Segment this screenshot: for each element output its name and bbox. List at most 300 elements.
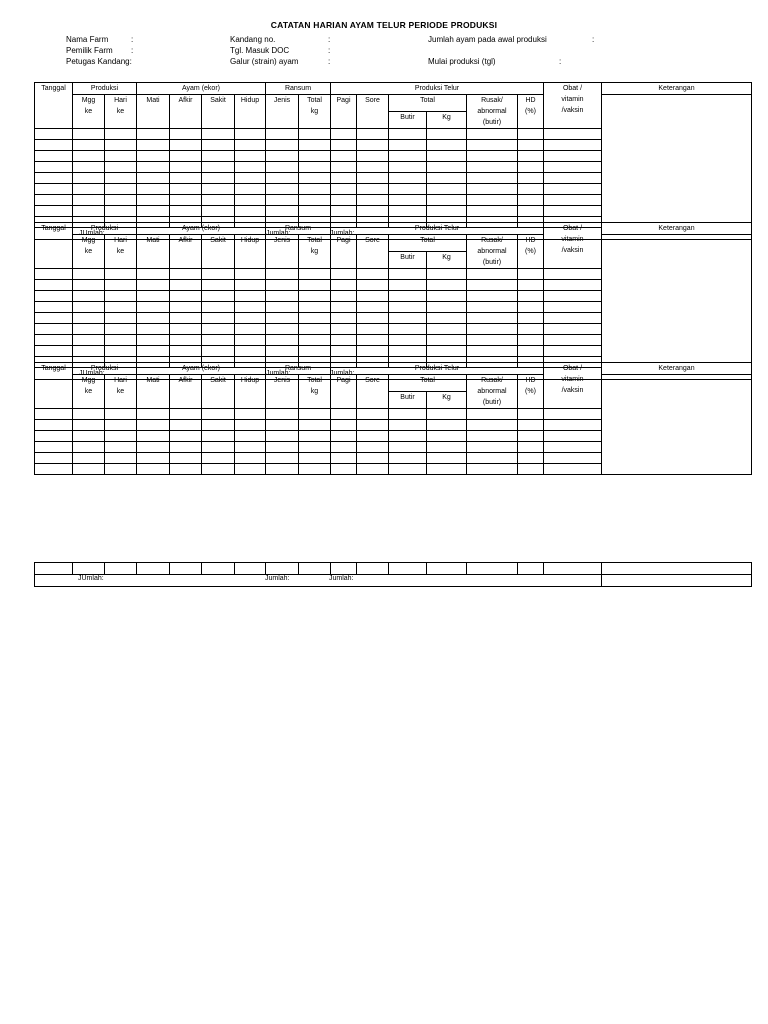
table-cell[interactable] xyxy=(170,140,202,151)
table-cell[interactable] xyxy=(170,346,202,357)
table-cell[interactable] xyxy=(467,442,518,453)
table-cell[interactable] xyxy=(331,420,357,431)
table-cell[interactable] xyxy=(266,431,299,442)
table-cell[interactable] xyxy=(518,420,544,431)
table-cell[interactable] xyxy=(467,302,518,313)
table-cell[interactable] xyxy=(35,291,73,302)
table-cell[interactable] xyxy=(202,291,235,302)
table-cell[interactable] xyxy=(389,280,427,291)
table-cell[interactable] xyxy=(299,313,331,324)
table-cell[interactable] xyxy=(331,140,357,151)
table-cell[interactable] xyxy=(467,431,518,442)
table-cell[interactable] xyxy=(170,420,202,431)
table-cell[interactable] xyxy=(518,151,544,162)
table-cell[interactable] xyxy=(331,280,357,291)
table-cell[interactable] xyxy=(170,129,202,140)
table-cell[interactable] xyxy=(518,453,544,464)
table-cell[interactable] xyxy=(266,442,299,453)
table-cell[interactable] xyxy=(544,324,602,335)
table-cell[interactable] xyxy=(357,442,389,453)
table-cell[interactable] xyxy=(427,195,467,206)
table-cell[interactable] xyxy=(357,409,389,420)
table-cell[interactable] xyxy=(202,151,235,162)
table-cell[interactable] xyxy=(202,420,235,431)
table-cell[interactable] xyxy=(73,184,105,195)
table-cell[interactable] xyxy=(357,464,389,475)
table-cell[interactable] xyxy=(73,346,105,357)
table-cell[interactable] xyxy=(170,162,202,173)
table-cell[interactable] xyxy=(427,431,467,442)
table-cell[interactable] xyxy=(202,162,235,173)
table-cell[interactable] xyxy=(427,162,467,173)
table-cell[interactable] xyxy=(35,453,73,464)
table-cell[interactable] xyxy=(235,280,266,291)
table-cell[interactable] xyxy=(467,195,518,206)
table-cell[interactable] xyxy=(35,129,73,140)
table-cell[interactable] xyxy=(202,269,235,280)
table-cell[interactable] xyxy=(266,324,299,335)
table-cell[interactable] xyxy=(467,464,518,475)
table-cell[interactable] xyxy=(35,442,73,453)
table-cell[interactable] xyxy=(235,346,266,357)
table-cell[interactable] xyxy=(202,335,235,346)
table-cell[interactable] xyxy=(105,302,137,313)
table-cell[interactable] xyxy=(266,464,299,475)
table-cell[interactable] xyxy=(105,431,137,442)
table-cell[interactable] xyxy=(357,195,389,206)
table-cell[interactable] xyxy=(518,184,544,195)
table-cell[interactable] xyxy=(235,324,266,335)
table-cell[interactable] xyxy=(170,151,202,162)
table-cell[interactable] xyxy=(137,184,170,195)
table-cell[interactable] xyxy=(35,269,73,280)
table-cell[interactable] xyxy=(137,442,170,453)
table-cell[interactable] xyxy=(467,409,518,420)
table-cell[interactable] xyxy=(467,313,518,324)
table-cell[interactable] xyxy=(299,431,331,442)
table-cell[interactable] xyxy=(266,184,299,195)
table-cell[interactable] xyxy=(35,313,73,324)
table-cell[interactable] xyxy=(105,195,137,206)
table-cell[interactable] xyxy=(427,409,467,420)
table-cell[interactable] xyxy=(137,129,170,140)
table-cell[interactable] xyxy=(544,269,602,280)
table-cell[interactable] xyxy=(170,313,202,324)
table-cell[interactable] xyxy=(427,324,467,335)
table-cell[interactable] xyxy=(427,291,467,302)
table-cell[interactable] xyxy=(467,453,518,464)
table-cell[interactable] xyxy=(137,346,170,357)
table-cell[interactable] xyxy=(299,195,331,206)
table-cell[interactable] xyxy=(299,173,331,184)
table-cell[interactable] xyxy=(170,442,202,453)
table-cell[interactable] xyxy=(518,195,544,206)
table-cell[interactable] xyxy=(518,442,544,453)
table-cell[interactable] xyxy=(266,173,299,184)
table-cell[interactable] xyxy=(544,140,602,151)
table-cell[interactable] xyxy=(299,324,331,335)
table-cell[interactable] xyxy=(202,129,235,140)
table-cell[interactable] xyxy=(299,302,331,313)
table-cell[interactable] xyxy=(35,151,73,162)
table-cell[interactable] xyxy=(427,420,467,431)
table-cell[interactable] xyxy=(331,464,357,475)
table-cell[interactable] xyxy=(518,431,544,442)
table-cell[interactable] xyxy=(357,291,389,302)
table-cell[interactable] xyxy=(331,129,357,140)
table-cell[interactable] xyxy=(544,195,602,206)
table-cell[interactable] xyxy=(202,346,235,357)
table-cell[interactable] xyxy=(137,140,170,151)
table-cell[interactable] xyxy=(544,162,602,173)
table-cell[interactable] xyxy=(266,291,299,302)
table-cell[interactable] xyxy=(235,206,266,217)
table-cell[interactable] xyxy=(202,140,235,151)
table-cell[interactable] xyxy=(202,431,235,442)
table-cell[interactable] xyxy=(73,431,105,442)
table-cell[interactable] xyxy=(357,453,389,464)
table-cell[interactable] xyxy=(518,129,544,140)
table-cell[interactable] xyxy=(73,291,105,302)
table-cell[interactable] xyxy=(518,335,544,346)
table-cell[interactable] xyxy=(202,206,235,217)
table-cell[interactable] xyxy=(389,346,427,357)
table-cell[interactable] xyxy=(202,173,235,184)
table-cell[interactable] xyxy=(357,173,389,184)
table-cell[interactable] xyxy=(518,409,544,420)
table-cell[interactable] xyxy=(427,173,467,184)
table-cell[interactable] xyxy=(35,280,73,291)
table-cell[interactable] xyxy=(170,195,202,206)
table-cell[interactable] xyxy=(518,464,544,475)
table-cell[interactable] xyxy=(518,140,544,151)
table-cell[interactable] xyxy=(331,151,357,162)
table-cell[interactable] xyxy=(544,431,602,442)
table-cell[interactable] xyxy=(105,313,137,324)
table-cell[interactable] xyxy=(73,324,105,335)
table-cell[interactable] xyxy=(35,335,73,346)
table-cell[interactable] xyxy=(202,302,235,313)
table-cell[interactable] xyxy=(235,151,266,162)
table-cell[interactable] xyxy=(35,162,73,173)
table-cell[interactable] xyxy=(266,151,299,162)
table-cell[interactable] xyxy=(389,129,427,140)
keterangan-cell[interactable] xyxy=(602,95,752,240)
table-cell[interactable] xyxy=(73,335,105,346)
table-cell[interactable] xyxy=(73,269,105,280)
table-cell[interactable] xyxy=(427,206,467,217)
table-cell[interactable] xyxy=(299,140,331,151)
table-cell[interactable] xyxy=(73,420,105,431)
table-cell[interactable] xyxy=(331,431,357,442)
table-cell[interactable] xyxy=(105,346,137,357)
table-cell[interactable] xyxy=(357,129,389,140)
table-cell[interactable] xyxy=(357,269,389,280)
table-cell[interactable] xyxy=(105,129,137,140)
table-cell[interactable] xyxy=(266,280,299,291)
table-cell[interactable] xyxy=(202,324,235,335)
table-cell[interactable] xyxy=(389,162,427,173)
table-cell[interactable] xyxy=(518,324,544,335)
table-cell[interactable] xyxy=(105,409,137,420)
table-cell[interactable] xyxy=(202,453,235,464)
table-cell[interactable] xyxy=(331,346,357,357)
table-cell[interactable] xyxy=(544,453,602,464)
table-cell[interactable] xyxy=(137,291,170,302)
table-cell[interactable] xyxy=(235,453,266,464)
table-cell[interactable] xyxy=(331,291,357,302)
table-cell[interactable] xyxy=(266,269,299,280)
table-cell[interactable] xyxy=(105,324,137,335)
table-cell[interactable] xyxy=(357,140,389,151)
table-cell[interactable] xyxy=(137,453,170,464)
table-cell[interactable] xyxy=(467,140,518,151)
table-cell[interactable] xyxy=(299,442,331,453)
table-cell[interactable] xyxy=(299,335,331,346)
table-cell[interactable] xyxy=(331,173,357,184)
table-cell[interactable] xyxy=(331,269,357,280)
table-cell[interactable] xyxy=(170,184,202,195)
table-cell[interactable] xyxy=(331,442,357,453)
table-cell[interactable] xyxy=(137,464,170,475)
table-cell[interactable] xyxy=(73,453,105,464)
table-cell[interactable] xyxy=(467,206,518,217)
table-cell[interactable] xyxy=(299,269,331,280)
table-cell[interactable] xyxy=(544,442,602,453)
table-cell[interactable] xyxy=(427,335,467,346)
table-cell[interactable] xyxy=(331,453,357,464)
keterangan-cell[interactable] xyxy=(602,235,752,380)
table-cell[interactable] xyxy=(467,324,518,335)
table-cell[interactable] xyxy=(35,302,73,313)
table-cell[interactable] xyxy=(299,129,331,140)
table-cell[interactable] xyxy=(35,206,73,217)
table-cell[interactable] xyxy=(202,313,235,324)
table-cell[interactable] xyxy=(235,291,266,302)
table-cell[interactable] xyxy=(266,140,299,151)
table-cell[interactable] xyxy=(544,302,602,313)
table-cell[interactable] xyxy=(137,409,170,420)
table-cell[interactable] xyxy=(467,420,518,431)
table-cell[interactable] xyxy=(73,464,105,475)
table-cell[interactable] xyxy=(389,140,427,151)
table-cell[interactable] xyxy=(266,346,299,357)
table-cell[interactable] xyxy=(518,206,544,217)
table-cell[interactable] xyxy=(467,269,518,280)
table-cell[interactable] xyxy=(544,313,602,324)
table-cell[interactable] xyxy=(35,195,73,206)
table-cell[interactable] xyxy=(299,346,331,357)
table-cell[interactable] xyxy=(389,269,427,280)
table-cell[interactable] xyxy=(35,184,73,195)
table-cell[interactable] xyxy=(202,280,235,291)
table-cell[interactable] xyxy=(137,431,170,442)
table-cell[interactable] xyxy=(105,420,137,431)
table-cell[interactable] xyxy=(73,140,105,151)
table-cell[interactable] xyxy=(299,409,331,420)
table-cell[interactable] xyxy=(235,195,266,206)
table-cell[interactable] xyxy=(467,280,518,291)
table-cell[interactable] xyxy=(389,302,427,313)
table-cell[interactable] xyxy=(389,324,427,335)
table-cell[interactable] xyxy=(170,324,202,335)
table-cell[interactable] xyxy=(427,269,467,280)
table-cell[interactable] xyxy=(170,206,202,217)
table-cell[interactable] xyxy=(170,431,202,442)
table-cell[interactable] xyxy=(357,324,389,335)
table-cell[interactable] xyxy=(331,162,357,173)
table-cell[interactable] xyxy=(35,140,73,151)
table-cell[interactable] xyxy=(105,453,137,464)
table-cell[interactable] xyxy=(389,173,427,184)
table-cell[interactable] xyxy=(137,420,170,431)
table-cell[interactable] xyxy=(518,173,544,184)
table-cell[interactable] xyxy=(299,151,331,162)
table-cell[interactable] xyxy=(105,464,137,475)
table-cell[interactable] xyxy=(518,346,544,357)
table-cell[interactable] xyxy=(137,280,170,291)
table-cell[interactable] xyxy=(357,313,389,324)
table-cell[interactable] xyxy=(73,302,105,313)
table-cell[interactable] xyxy=(235,431,266,442)
table-cell[interactable] xyxy=(235,335,266,346)
table-cell[interactable] xyxy=(389,206,427,217)
table-cell[interactable] xyxy=(266,335,299,346)
table-cell[interactable] xyxy=(137,335,170,346)
table-cell[interactable] xyxy=(266,206,299,217)
table-cell[interactable] xyxy=(202,409,235,420)
table-cell[interactable] xyxy=(389,184,427,195)
table-cell[interactable] xyxy=(299,420,331,431)
table-cell[interactable] xyxy=(105,162,137,173)
table-cell[interactable] xyxy=(544,464,602,475)
table-cell[interactable] xyxy=(544,346,602,357)
table-cell[interactable] xyxy=(467,151,518,162)
table-cell[interactable] xyxy=(266,409,299,420)
table-cell[interactable] xyxy=(73,442,105,453)
table-cell[interactable] xyxy=(170,269,202,280)
table-cell[interactable] xyxy=(331,195,357,206)
table-cell[interactable] xyxy=(518,291,544,302)
table-cell[interactable] xyxy=(427,313,467,324)
table-cell[interactable] xyxy=(357,346,389,357)
table-cell[interactable] xyxy=(518,162,544,173)
table-cell[interactable] xyxy=(35,346,73,357)
table-cell[interactable] xyxy=(137,162,170,173)
table-cell[interactable] xyxy=(299,291,331,302)
table-cell[interactable] xyxy=(331,313,357,324)
table-cell[interactable] xyxy=(357,335,389,346)
table-cell[interactable] xyxy=(544,129,602,140)
table-cell[interactable] xyxy=(170,280,202,291)
table-cell[interactable] xyxy=(35,420,73,431)
table-cell[interactable] xyxy=(331,206,357,217)
table-cell[interactable] xyxy=(105,442,137,453)
table-cell[interactable] xyxy=(35,173,73,184)
table-cell[interactable] xyxy=(544,409,602,420)
table-cell[interactable] xyxy=(467,162,518,173)
table-cell[interactable] xyxy=(105,140,137,151)
table-cell[interactable] xyxy=(202,184,235,195)
table-cell[interactable] xyxy=(105,335,137,346)
table-cell[interactable] xyxy=(235,464,266,475)
table-cell[interactable] xyxy=(467,335,518,346)
table-cell[interactable] xyxy=(266,420,299,431)
table-cell[interactable] xyxy=(105,184,137,195)
table-cell[interactable] xyxy=(170,464,202,475)
table-cell[interactable] xyxy=(73,151,105,162)
table-cell[interactable] xyxy=(235,140,266,151)
table-cell[interactable] xyxy=(202,442,235,453)
table-cell[interactable] xyxy=(467,291,518,302)
table-cell[interactable] xyxy=(427,442,467,453)
table-cell[interactable] xyxy=(518,302,544,313)
table-cell[interactable] xyxy=(544,420,602,431)
table-cell[interactable] xyxy=(170,409,202,420)
table-cell[interactable] xyxy=(357,302,389,313)
table-cell[interactable] xyxy=(299,453,331,464)
table-cell[interactable] xyxy=(357,184,389,195)
table-cell[interactable] xyxy=(235,162,266,173)
table-cell[interactable] xyxy=(467,129,518,140)
table-cell[interactable] xyxy=(266,162,299,173)
table-cell[interactable] xyxy=(357,206,389,217)
table-cell[interactable] xyxy=(170,335,202,346)
table-cell[interactable] xyxy=(357,151,389,162)
table-cell[interactable] xyxy=(544,206,602,217)
table-cell[interactable] xyxy=(427,129,467,140)
table-cell[interactable] xyxy=(105,269,137,280)
table-cell[interactable] xyxy=(299,184,331,195)
table-cell[interactable] xyxy=(389,335,427,346)
table-cell[interactable] xyxy=(137,269,170,280)
table-cell[interactable] xyxy=(357,431,389,442)
table-cell[interactable] xyxy=(389,195,427,206)
keterangan-cell[interactable] xyxy=(602,375,752,475)
table-cell[interactable] xyxy=(299,206,331,217)
table-cell[interactable] xyxy=(544,291,602,302)
table-cell[interactable] xyxy=(299,280,331,291)
table-cell[interactable] xyxy=(235,313,266,324)
table-cell[interactable] xyxy=(105,173,137,184)
table-cell[interactable] xyxy=(467,173,518,184)
table-cell[interactable] xyxy=(331,324,357,335)
table-cell[interactable] xyxy=(105,291,137,302)
table-cell[interactable] xyxy=(170,302,202,313)
table-cell[interactable] xyxy=(299,162,331,173)
table-cell[interactable] xyxy=(266,313,299,324)
table-cell[interactable] xyxy=(235,184,266,195)
table-cell[interactable] xyxy=(427,140,467,151)
table-cell[interactable] xyxy=(331,302,357,313)
table-cell[interactable] xyxy=(544,151,602,162)
table-cell[interactable] xyxy=(389,409,427,420)
table-cell[interactable] xyxy=(235,420,266,431)
table-cell[interactable] xyxy=(544,335,602,346)
table-cell[interactable] xyxy=(35,324,73,335)
table-cell[interactable] xyxy=(427,453,467,464)
table-cell[interactable] xyxy=(105,151,137,162)
table-cell[interactable] xyxy=(137,302,170,313)
table-cell[interactable] xyxy=(299,464,331,475)
table-cell[interactable] xyxy=(467,184,518,195)
table-cell[interactable] xyxy=(357,420,389,431)
table-cell[interactable] xyxy=(427,280,467,291)
table-cell[interactable] xyxy=(105,280,137,291)
table-cell[interactable] xyxy=(357,280,389,291)
table-cell[interactable] xyxy=(202,195,235,206)
table-cell[interactable] xyxy=(389,464,427,475)
